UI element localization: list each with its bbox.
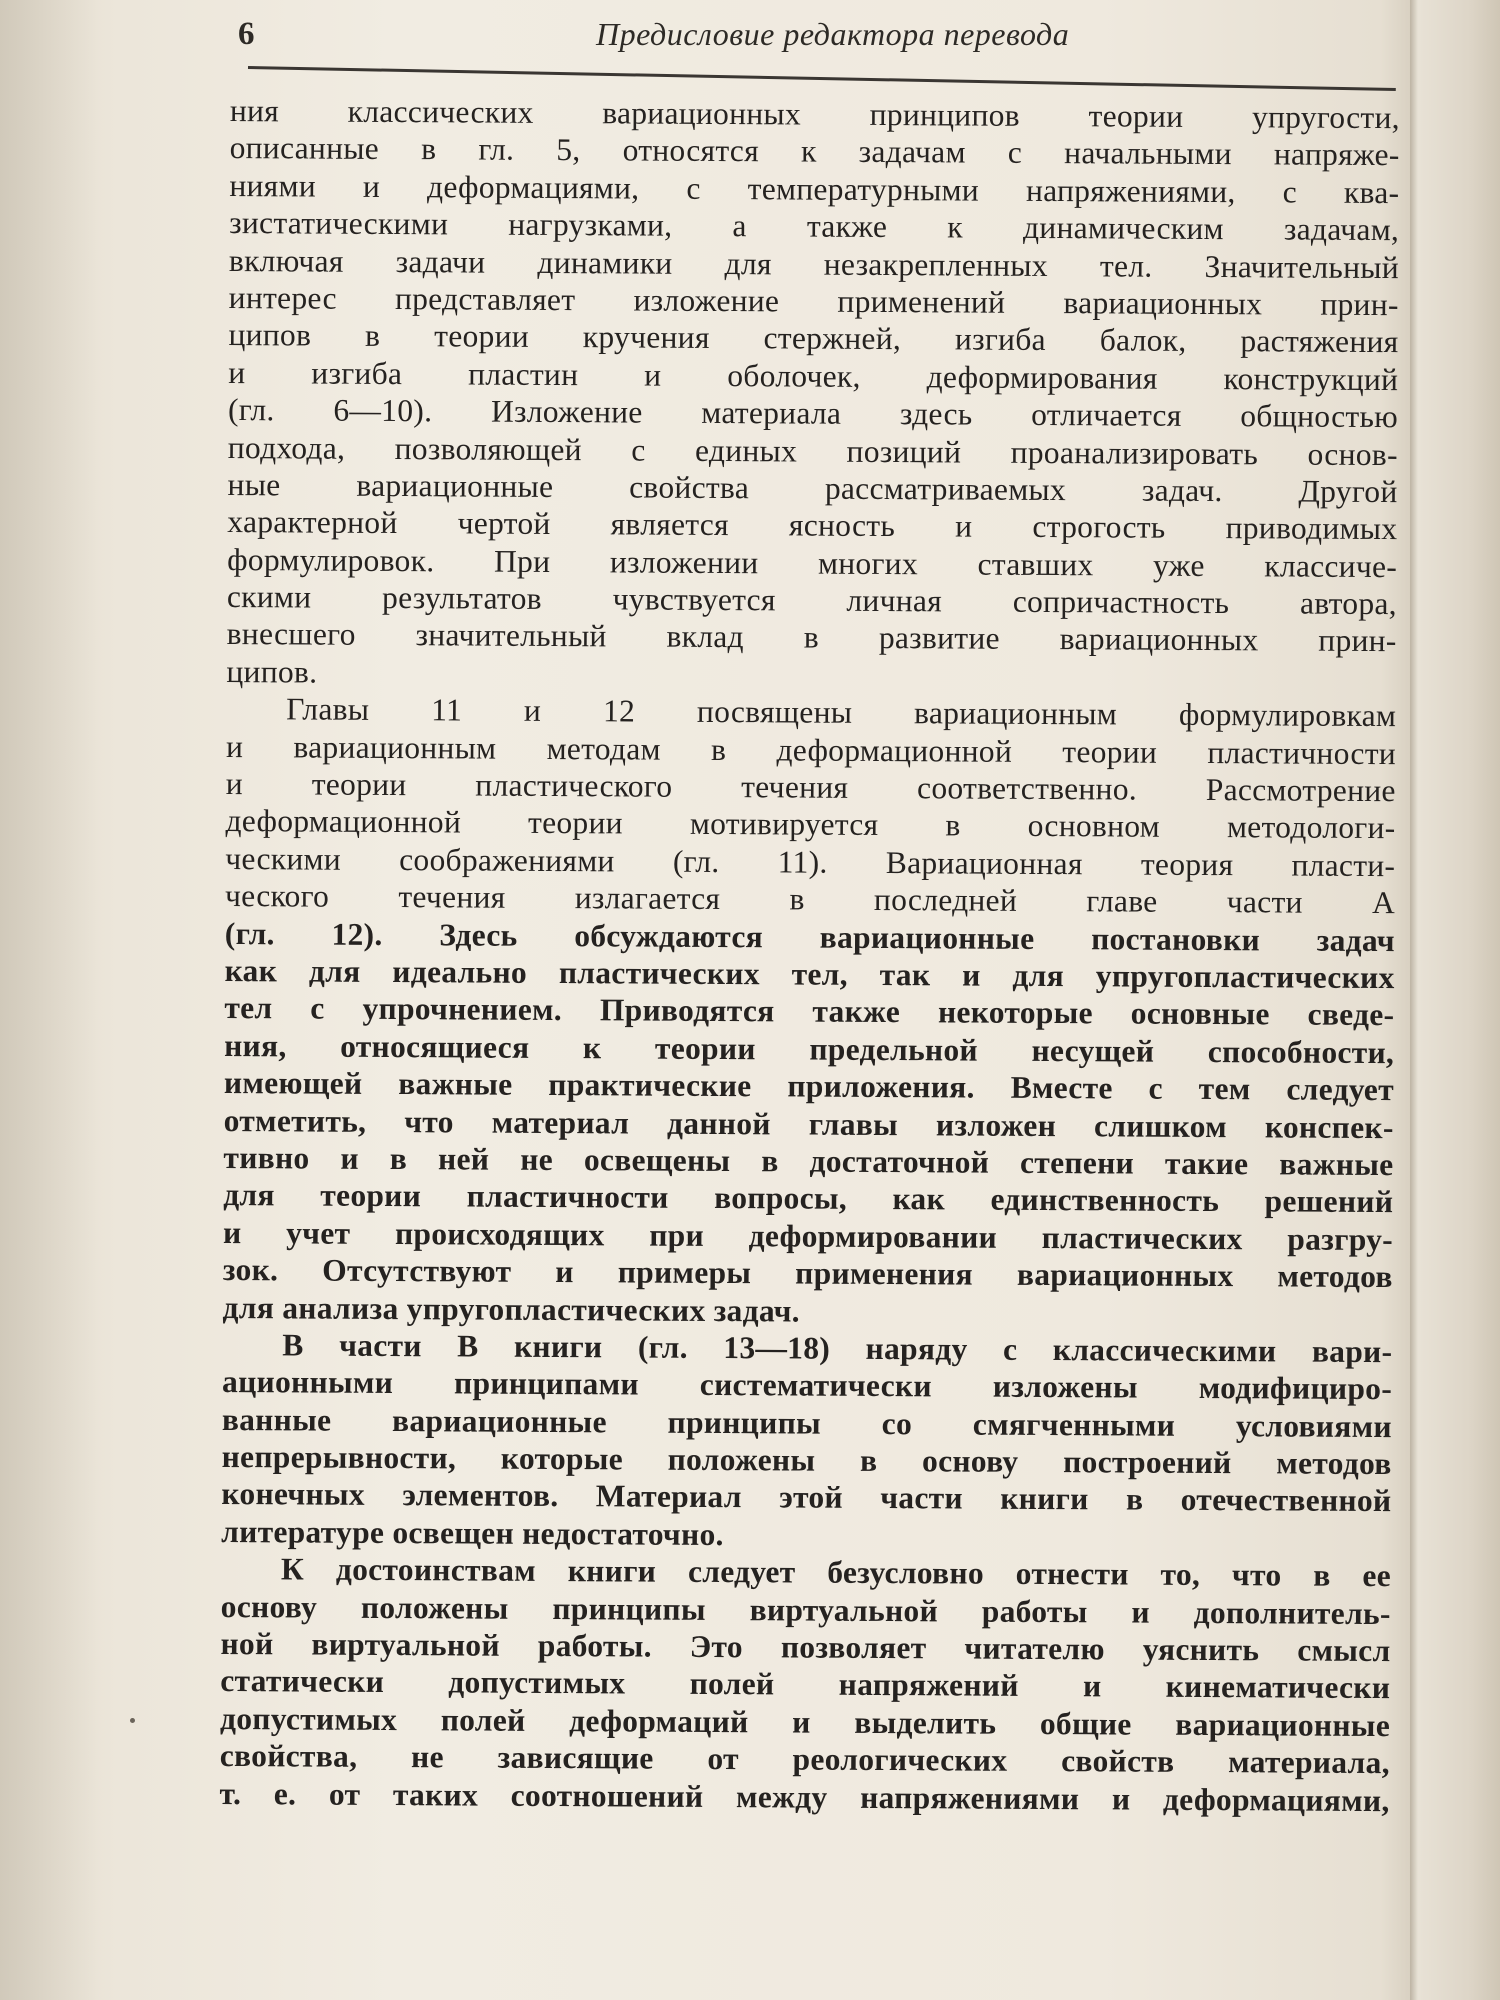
text-line: ческого течения излагается в последней главе части А (224, 878, 1396, 921)
text-line: ванные вариационные принципы со смягченными условиями (221, 1401, 1392, 1444)
text-line: Главы 11 и 12 посвящены вариационным формулировкам (286, 691, 1397, 734)
text-line: характерной чертой является ясность и строгость приводимых (227, 504, 1398, 547)
text-line: как для идеально пластических тел, так и для упругопластических (224, 952, 1395, 996)
text-line: ния классических вариационных принципов теории упругости, (229, 92, 1400, 136)
text-line: допустимых полей деформаций и выделить общие вариационные (219, 1700, 1391, 1743)
text-line: (гл. 12). Здесь обсуждаются вариационные постановки задач (224, 915, 1395, 958)
text-line: ципов в теории кручения стержней, изгиба балок, растяжения (228, 317, 1399, 360)
text-line: тивно и в ней не освещены в достаточной степени такие важные (223, 1139, 1394, 1183)
text-line: ные вариационные свойства рассматриваемых задач. Другой (227, 466, 1398, 510)
text-line: В части В книги (гл. 13—18) наряду с классическими вари- (282, 1327, 1393, 1370)
text-line: (гл. 6—10). Изложение материала здесь отличается общностью (227, 392, 1399, 435)
text-line: ной виртуальной работы. Это позволяет читателю уяснить смысл (220, 1625, 1391, 1669)
binding-shadow (0, 0, 100, 2000)
text-line: отметить, что материал данной главы изложен слишком конспек- (223, 1102, 1394, 1145)
text-line: формулировок. При изложении многих ставших уже классиче- (227, 541, 1398, 584)
text-line: подхода, позволяющей с единых позиций проанализировать основ- (227, 429, 1398, 472)
text-line: основу положены принципы виртуальной работы и дополнитель- (220, 1588, 1391, 1631)
text-line: конечных элементов. Материал этой части книги в отечественной (221, 1476, 1392, 1519)
next-page-edge (1410, 0, 1500, 2000)
text-line: ципов. (226, 653, 318, 690)
text-line: ния, относящиеся к теории предельной несущей способности, (224, 1027, 1395, 1070)
page-header (238, 14, 1388, 60)
body-text (219, 92, 1399, 1819)
text-line: ниями и деформациями, с температурными напряжениями, с ква- (229, 167, 1400, 210)
text-line: имеющей важные практические приложения. Вместе с тем следует (223, 1065, 1395, 1108)
text-line: деформационной теории мотивируется в основном методологи- (225, 803, 1396, 846)
text-line: и учет происходящих при деформировании пластических разгру- (222, 1214, 1394, 1257)
text-line: непрерывности, которые положены в основу построений методов (221, 1439, 1392, 1482)
text-line: статически допустимых полей напряжений и кинематически (220, 1663, 1391, 1706)
text-line: ческими соображениями (гл. 11). Вариационная теория пласти- (225, 840, 1396, 883)
text-line: включая задачи динамики для незакрепленных тел. Значительный (228, 242, 1400, 285)
text-line: и вариационным методам в деформационной теории пластичности (225, 728, 1397, 771)
text-line: т. е. от таких соотношений между напряжениями и деформациями, (219, 1775, 1390, 1818)
text-line: и теории пластического течения соответственно. Рассмотрение (225, 766, 1396, 809)
text-line: ационными принципами систематически изложены модифициро- (222, 1364, 1393, 1407)
running-title: Предисловие редактора перевода (596, 16, 1070, 52)
text-line: литературе освещен недостаточно. (221, 1513, 724, 1552)
text-line: и изгиба пластин и оболочек, деформирования конструкций (228, 354, 1399, 397)
text-line: свойства, не зависящие от реологических свойств материала, (219, 1738, 1390, 1781)
page-number: 6 (238, 16, 255, 52)
text-line: тел с упрочнением. Приводятся также некоторые основные сведе- (224, 990, 1395, 1033)
text-line: зок. Отсутствуют и примеры применения вариационных методов (222, 1252, 1393, 1295)
text-line: К достоинствам книги следует безусловно отнести то, что в ее (280, 1551, 1392, 1594)
text-line: скими результатов чувствуется личная сопричастность автора, (226, 579, 1398, 622)
ink-speck (130, 1718, 135, 1723)
text-line: зистатическими нагрузками, а также к динамическим задачам, (229, 205, 1400, 248)
header-rule (248, 66, 1396, 91)
text-line: интерес представляет изложение применений вариационных прин- (228, 279, 1399, 323)
text-line: внесшего значительный вклад в развитие вариационных прин- (226, 616, 1397, 659)
text-line: описанные в гл. 5, относятся к задачам с начальными напряже- (229, 130, 1400, 173)
text-line: для теории пластичности вопросы, как единственность решений (223, 1177, 1394, 1220)
text-line: для анализа упругопластических задач. (222, 1289, 801, 1329)
